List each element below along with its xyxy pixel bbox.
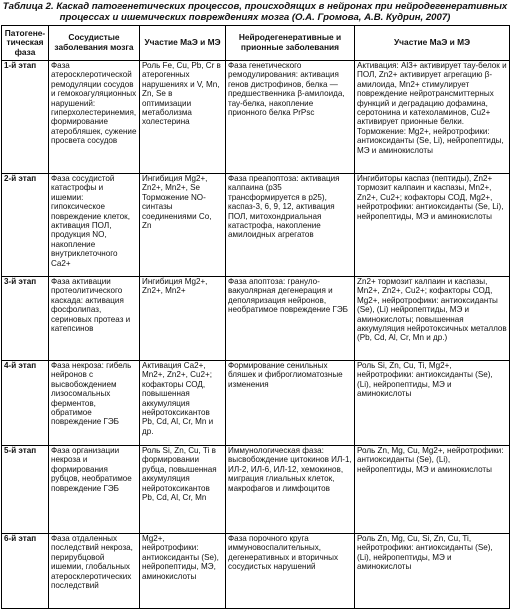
- table-row: [2, 446, 510, 534]
- vascular-cell: Фаза активации протеолитического каскада: активация фосфолипаз, сериновых протеаз и катепсинов: [49, 277, 140, 361]
- vascular-cell: Фаза отдаленных последствий некроза, перирубцовой ишемии, глобальных атеросклеротических последствий: [49, 534, 140, 609]
- mae-neuro-cell: Zn2+ тормозит калпаин и каспазы, Mn2+, Zn2+, Cu2+; кофакторы СОД, Mg2+, нейротрофики: антиоксиданты (Se), (Li) нейропептиды, МЭ и аминокислоты; повышенная аккумуляция нейротоксичных металлов (Pb, Cd, Al, Cr, Mn и др.): [355, 277, 510, 361]
- stage-cell: 5-й этап: [2, 446, 49, 534]
- neuro-cell: Фаза генетического ремодулирования: активация генов дистрофинов, белка — предшественника β-амилоида, тау-белка, накопление прионного белка PrPsc: [226, 61, 355, 174]
- mae-neuro-cell: Роль Zn, Mg, Cu, Si, Zn, Cu, Ti, нейротрофики: антиоксиданты (Se), (Li), нейропептиды, МЭ и аминокислоты: [355, 534, 510, 609]
- table-header-row: [2, 26, 510, 61]
- vascular-cell: Фаза организации некроза и формирования рубцов, необратимое повреждение ГЭБ: [49, 446, 140, 534]
- mae-vascular-cell: Роль Fe, Cu, Pb, Cr в атерогенных нарушениях и V, Mn, Zn, Se в оптимизации метаболизма холестерина: [140, 61, 226, 174]
- table-row: [2, 534, 510, 609]
- vascular-cell: Фаза некроза: гибель нейронов с высвобождением лизосомальных ферментов, обратимое повреждение ГЭБ: [49, 361, 140, 446]
- pathogenesis-table: [1, 25, 510, 609]
- mae-vascular-cell: Ингибиция Mg2+, Zn2+, Mn2+: [140, 277, 226, 361]
- table-title: Таблица 2. Каскад патогенетических процессов, происходящих в нейронах при нейродегенеративных процессах и ишемических повреждениях мозга (О.А. Громова, А.В. Кудрин, 2007): [2, 1, 508, 23]
- stage-cell: 1-й этап: [2, 61, 49, 174]
- neuro-cell: Фаза порочного круга иммуновоспалительных, дегенеративных и вторичных сосудистых нарушений: [226, 534, 355, 609]
- neuro-cell: Иммунологическая фаза: высвобождение цитокинов ИЛ-1, ИЛ-2, ИЛ-6, ИЛ-12, хемокинов, миграция глиальных клеток, макрофагов и лимфоцитов: [226, 446, 355, 534]
- table-row: [2, 174, 510, 277]
- table-row: [2, 61, 510, 174]
- header-vascular: Сосудистые заболевания мозга: [49, 26, 140, 61]
- stage-cell: 6-й этап: [2, 534, 49, 609]
- stage-cell: 4-й этап: [2, 361, 49, 446]
- header-neuro: Нейродегенеративные и прионные заболевания: [226, 26, 355, 61]
- mae-neuro-cell: Активация: Al3+ активирует тау-белок и ПОЛ, Zn2+ активирует агрегацию β-амилоида, Mn2+ стимулирует повреждение нейротрансмиттерных функций и деградацию дофамина, серотонина и катехоламинов, Cu2+ активирует прионные белки. Торможение: Mg2+, нейротрофики: антиоксиданты (Se, Li), нейропептиды, МЭ и аминокислоты: [355, 61, 510, 174]
- mae-neuro-cell: Ингибиторы каспаз (пептиды), Zn2+ тормозит калпаин и каспазы, Mn2+, Zn2+, Cu2+; кофакторы СОД, Mg2+, нейротрофики: антиоксиданты (Se, Li), нейропептиды, МЭ и аминокислоты: [355, 174, 510, 277]
- header-mae-neuro: Участие МаЭ и МЭ: [355, 26, 510, 61]
- header-mae-vascular: Участие МаЭ и МЭ: [140, 26, 226, 61]
- stage-cell: 3-й этап: [2, 277, 49, 361]
- mae-vascular-cell: Роль Si, Zn, Cu, Ti в формировании рубца, повышенная аккумуляция нейротоксикантов Pb, Cd, Al, Cr, Mn: [140, 446, 226, 534]
- vascular-cell: Фаза сосудистой катастрофы и ишемии: гипоксическое повреждение клеток, активация ПОЛ, продукция NO, накопление внутриклеточного Ca2+: [49, 174, 140, 277]
- stage-cell: 2-й этап: [2, 174, 49, 277]
- vascular-cell: Фаза атеросклеротической ремодуляции сосудов и гемокоагуляционных нарушений: гиперхолестеринемия, формирование атеробляшек, сужение просвета сосудов: [49, 61, 140, 174]
- header-stage: Патогене-тическая фаза: [2, 26, 49, 61]
- mae-vascular-cell: Ингибиция Mg2+, Zn2+, Mn2+, Se Торможение NO-синтазы соединениями Co, Zn: [140, 174, 226, 277]
- mae-vascular-cell: Активация Ca2+, Mn2+, Zn2+, Cu2+; кофакторы СОД, повышенная аккумуляция нейротоксикантов Pb, Cd, Al, Cr, Mn и др.: [140, 361, 226, 446]
- mae-vascular-cell: Mg2+, нейротрофики: антиоксиданты (Se), нейропептиды, МЭ, аминокислоты: [140, 534, 226, 609]
- mae-neuro-cell: Роль Zn, Mg, Cu, Mg2+, нейротрофики: антиоксиданты (Se), (Li), нейропептиды, МЭ и аминокислоты: [355, 446, 510, 534]
- mae-neuro-cell: Роль Si, Zn, Cu, Ti, Mg2+, нейротрофики: антиоксиданты (Se), (Li), нейропептиды, МЭ и аминокислоты: [355, 361, 510, 446]
- table-row: [2, 277, 510, 361]
- table-row: [2, 361, 510, 446]
- neuro-cell: Фаза апоптоза: грануло-вакуолярная дегенерация и деполяризация нейронов, необратимое повреждение ГЭБ: [226, 277, 355, 361]
- neuro-cell: Формирование сенильных бляшек и фиброглиоматозные изменения: [226, 361, 355, 446]
- neuro-cell: Фаза преапоптоза: активация калпаина (р35 трансформируется в р25), каспаз-3, 6, 9, 12, активация ПОЛ, митохондриальная катастрофа, накопление амилоидных агрегатов: [226, 174, 355, 277]
